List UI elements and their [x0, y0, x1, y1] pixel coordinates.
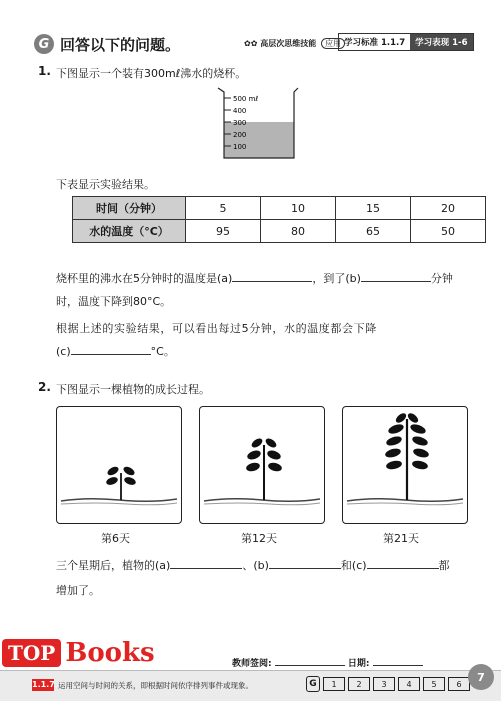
answer-blank-q2a[interactable]: [170, 568, 242, 569]
temp-header: 水的温度（°C）: [73, 220, 186, 243]
q2-text: 和(c): [340, 559, 367, 572]
temp-cell: 65: [336, 220, 411, 243]
standard-box: [338, 33, 474, 51]
time-cell: 15: [336, 197, 411, 220]
plant-day6-image: [57, 407, 181, 523]
time-header: 时间（分钟）: [73, 197, 186, 220]
standard-desc: 运用空间与时间的关系，即根据时间依序排列事件或现象。: [58, 681, 253, 690]
beaker-water: [224, 122, 294, 158]
beaker-scale-label: 300: [233, 119, 247, 127]
level-box[interactable]: 6: [448, 677, 470, 691]
q1-text: 分钟: [430, 272, 453, 285]
beaker-scale-label: 100: [233, 143, 247, 151]
level-box[interactable]: 1: [323, 677, 345, 691]
q1-text: °C。: [150, 345, 175, 358]
page-number-badge: 7: [468, 664, 494, 690]
plant-panel-day6: [56, 406, 182, 524]
watermark-books: Books: [65, 638, 155, 668]
performance-label: 学习表现 1-6: [410, 34, 472, 50]
beaker-diagram: [200, 84, 310, 164]
date-blank[interactable]: [373, 665, 423, 666]
results-table: [72, 196, 486, 243]
q2-text: 三个星期后，植物的(a): [56, 559, 171, 572]
watermark-top: TOP: [2, 639, 61, 667]
q1-sentence-2: 根据上述的实验结果，可以看出每过5分钟，水的温度都会下降: [56, 322, 377, 335]
grade-badge: G: [306, 676, 320, 692]
q2-text: 、(b): [242, 559, 269, 572]
table-intro: 下表显示实验结果。: [56, 178, 155, 191]
time-cell: 5: [186, 197, 261, 220]
hots-text: 高层次思维技能: [260, 39, 317, 48]
level-box[interactable]: 5: [423, 677, 445, 691]
section-title: 回答以下的问题。: [60, 36, 181, 54]
hots-label: [244, 38, 345, 49]
q2-number: 2.: [38, 380, 51, 394]
beaker-scale-label: 500 mℓ: [233, 95, 259, 103]
q2-answer-line-2: 增加了。: [56, 584, 100, 597]
level-box[interactable]: 3: [373, 677, 395, 691]
level-box[interactable]: 2: [348, 677, 370, 691]
q2-intro: 下图显示一棵植物的成长过程。: [56, 383, 210, 396]
hots-icon: ✿✿: [244, 39, 258, 48]
q1-intro: 下图显示一个装有300mℓ沸水的烧杯。: [56, 67, 247, 80]
topbooks-watermark: [2, 638, 155, 668]
q1-sentence-2b: [56, 343, 175, 359]
level-boxes: [306, 676, 470, 692]
plant-panel-day21: [342, 406, 468, 524]
q2-text: 都: [438, 559, 450, 572]
date-label: 日期:: [347, 659, 370, 669]
temp-cell: 80: [261, 220, 336, 243]
beaker-scale-label: 200: [233, 131, 247, 139]
plant-day21-image: [343, 407, 467, 523]
plant-day12-image: [200, 407, 324, 523]
q2-answer-line: [56, 557, 476, 573]
temp-cell: 95: [186, 220, 261, 243]
q1-number: 1.: [38, 64, 51, 78]
answer-blank-q2c[interactable]: [367, 568, 439, 569]
day-label: 第6天: [101, 532, 130, 545]
q1-text: (c): [56, 345, 71, 358]
day-label: 第21天: [383, 532, 419, 545]
teacher-sign-blank[interactable]: [275, 665, 345, 666]
table-row: [73, 197, 486, 220]
time-cell: 10: [261, 197, 336, 220]
day-label: 第12天: [241, 532, 277, 545]
standard-label: 学习标准 1.1.7: [344, 38, 406, 48]
table-row: [73, 220, 486, 243]
standard-code: 1.1.7: [32, 680, 55, 689]
q1-sentence-1b: 时，温度下降到80°C。: [56, 295, 172, 308]
answer-blank-b[interactable]: [361, 281, 431, 282]
answer-blank-a[interactable]: [232, 281, 312, 282]
beaker-scale-label: 400: [233, 107, 247, 115]
level-box[interactable]: 4: [398, 677, 420, 691]
answer-blank-q2b[interactable]: [269, 568, 341, 569]
q1-sentence-1: [56, 270, 476, 286]
q1-text: ，到了(b): [312, 272, 361, 285]
plant-panel-day12: [199, 406, 325, 524]
temp-cell: 50: [411, 220, 486, 243]
q1-text: 烧杯里的沸水在5分钟时的温度是(a): [56, 272, 233, 285]
answer-blank-c[interactable]: [71, 354, 151, 355]
hots-pill: 应用: [321, 38, 345, 49]
time-cell: 20: [411, 197, 486, 220]
teacher-sign-row: [232, 656, 423, 669]
teacher-sign-label: 教师签阅:: [232, 659, 272, 669]
section-badge: G: [34, 34, 54, 54]
